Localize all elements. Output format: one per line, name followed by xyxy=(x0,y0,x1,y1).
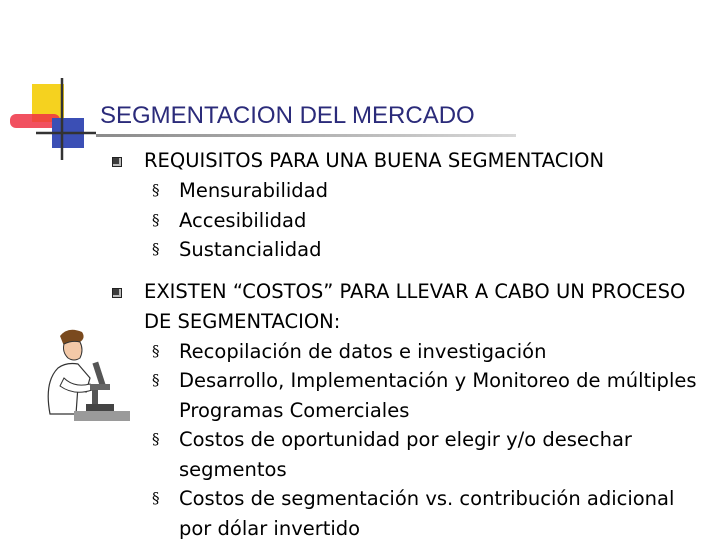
bullet-text: EXISTEN “COSTOS” PARA LLEVAR A CABO UN PROCESO DE SEGMENTACION: xyxy=(144,279,686,333)
section-sign-icon: § xyxy=(152,240,160,258)
title-underline xyxy=(96,134,516,137)
list-item: § Recopilación de datos e investigación xyxy=(149,337,712,367)
square-bullet-icon xyxy=(112,157,122,167)
scientist-microscope-icon xyxy=(30,322,130,422)
section-sign-icon: § xyxy=(152,489,160,507)
list-item: § Costos de segmentación vs. contribución adicional por dólar invertido xyxy=(149,484,712,543)
section-sign-icon: § xyxy=(152,430,160,448)
sub-list xyxy=(144,176,712,265)
corner-decoration-logo xyxy=(0,0,120,170)
bullet-requisitos xyxy=(112,146,712,265)
square-bullet-icon xyxy=(112,288,122,298)
list-item: § Desarrollo, Implementación y Monitoreo de múltiples Programas Comerciales xyxy=(149,366,712,425)
section-sign-icon: § xyxy=(152,210,160,229)
list-item: § Costos de oportunidad por elegir y/o desechar segmentos xyxy=(149,425,712,484)
sub-list xyxy=(144,337,712,544)
slide-content xyxy=(112,146,712,555)
section-sign-icon: § xyxy=(152,181,160,199)
section-sign-icon: § xyxy=(152,341,160,360)
list-item: § Accesibilidad xyxy=(149,206,712,236)
section-sign-icon: § xyxy=(152,371,160,389)
list-item: § Mensurabilidad xyxy=(149,176,712,206)
list-item: § Sustancialidad xyxy=(149,235,712,265)
bullet-text: REQUISITOS PARA UNA BUENA SEGMENTACION xyxy=(144,149,605,172)
slide-title: SEGMENTACION DEL MERCADO xyxy=(100,102,475,129)
bullet-costos xyxy=(112,277,712,544)
